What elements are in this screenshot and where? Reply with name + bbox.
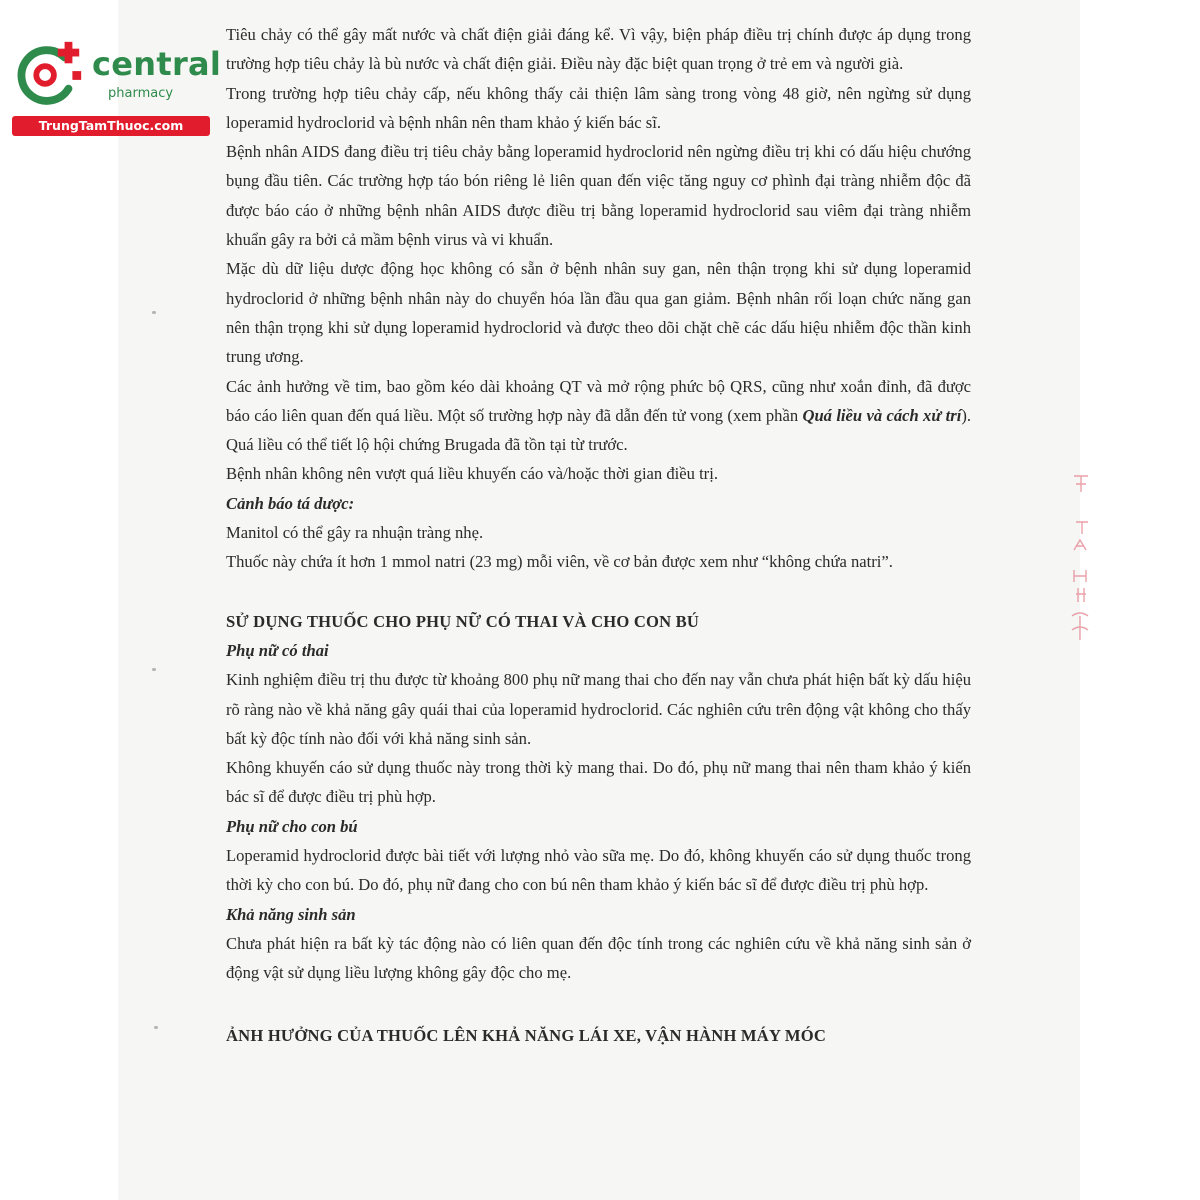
text-run: ). Quá liều có thể tiết lộ hội chứng Brugada đã tồn tại từ trước.: [226, 405, 972, 455]
subheading-pregnant: Phụ nữ có thai: [226, 640, 329, 660]
document-body: [226, 20, 971, 1050]
cross-reference: Quá liều và cách xử trí: [802, 405, 962, 425]
subheading-fertility: Khả năng sinh sản: [226, 904, 356, 924]
section-heading-pregnancy: SỬ DỤNG THUỐC CHO PHỤ NỮ CÓ THAI VÀ CHO CON BÚ: [226, 611, 700, 631]
paragraph: Bệnh nhân AIDS đang điều trị tiêu chảy bằng loperamid hydroclorid nên ngừng điều trị khi có dấu hiệu chướng bụng đầu tiên. Các trường hợp táo bón riêng lẻ liên quan đến việc tăng nguy cơ phình đại tràng nhiễm độc đã được báo cáo ở những bệnh nhân AIDS được điều trị bằng loperamid hydroclorid sau viêm đại tràng nhiễm khuẩn gây ra bởi cả mầm bệnh virus và vi khuẩn.: [226, 142, 971, 250]
paragraph: Loperamid hydroclorid được bài tiết với lượng nhỏ vào sữa mẹ. Do đó, không khuyến cáo sử dụng thuốc trong thời kỳ cho con bú. Do đó, phụ nữ đang cho con bú nên tham khảo ý kiến bác sĩ để được điều trị phù hợp.: [226, 846, 971, 895]
margin-mark: [152, 668, 156, 671]
paragraph: Bệnh nhân không nên vượt quá liều khuyến cáo và/hoặc thời gian điều trị.: [226, 464, 718, 484]
paragraph: Không khuyến cáo sử dụng thuốc này trong thời kỳ mang thai. Do đó, phụ nữ mang thai nên tham khảo ý kiến bác sĩ để được điều trị phù hợp.: [226, 758, 971, 807]
margin-mark: [154, 1026, 158, 1029]
paragraph-cardiac: [226, 372, 971, 460]
logo-sub-text: pharmacy: [108, 86, 174, 101]
paragraph: Kinh nghiệm điều trị thu được từ khoảng 800 phụ nữ mang thai cho đến nay vẫn chưa phát hiện bất kỳ dấu hiệu rõ ràng nào về khả năng gây quái thai của loperamid hydroclorid. Các nghiên cứu trên động vật không cho thấy bất kỳ độc tính nào đối với khả năng sinh sản.: [226, 670, 971, 748]
subheading-excipient: Cảnh báo tá dược:: [226, 493, 355, 513]
site-url-banner: TrungTamThuoc.com: [12, 116, 210, 136]
red-stamp-fragment: [1066, 470, 1096, 660]
central-logo-mark-icon: [10, 36, 88, 114]
paragraph: Mặc dù dữ liệu dược động học không có sẵn ở bệnh nhân suy gan, nên thận trọng khi sử dụng loperamid hydroclorid ở những bệnh nhân này do chuyển hóa lần đầu qua gan giảm. Bệnh nhân rối loạn chức năng gan nên thận trọng khi sử dụng loperamid hydroclorid và được theo dõi chặt chẽ các dấu hiệu nhiễm độc thần kinh trung ương.: [226, 259, 971, 367]
paragraph: Trong trường hợp tiêu chảy cấp, nếu không thấy cải thiện lâm sàng trong vòng 48 giờ, nên ngừng sử dụng loperamid hydroclorid và bệnh nhân nên tham khảo ý kiến bác sĩ.: [226, 83, 971, 132]
logo-brand-text: central: [92, 45, 222, 83]
paragraph: Tiêu chảy có thể gây mất nước và chất điện giải đáng kể. Vì vậy, biện pháp điều trị chính được áp dụng trong trường hợp tiêu chảy là bù nước và chất điện giải. Điều này đặc biệt quan trọng ở trẻ em và người già.: [226, 25, 971, 74]
paragraph: Chưa phát hiện ra bất kỳ tác động nào có liên quan đến độc tính trong các nghiên cứu về khả năng sinh sản ở động vật sử dụng liều lượng không gây độc cho mẹ.: [226, 933, 971, 983]
section-heading-driving: ẢNH HƯỞNG CỦA THUỐC LÊN KHẢ NĂNG LÁI XE, VẬN HÀNH MÁY MÓC: [226, 1025, 827, 1045]
margin-mark: [152, 311, 156, 314]
subheading-breastfeeding: Phụ nữ cho con bú: [226, 816, 358, 836]
paragraph: Thuốc này chứa ít hơn 1 mmol natri (23 mg) mỗi viên, về cơ bản được xem như “không chứa natri”.: [226, 552, 893, 572]
text-run: Các ảnh hưởng về tim, bao gồm kéo dài khoảng QT và mở rộng phức bộ QRS, cũng như xoắn đỉnh, đã được báo cáo liên quan đến quá liều. Một số trường hợp này đã dẫn đến tử vong (xem phần: [226, 376, 971, 425]
paragraph: Manitol có thể gây ra nhuận tràng nhẹ.: [226, 523, 484, 543]
